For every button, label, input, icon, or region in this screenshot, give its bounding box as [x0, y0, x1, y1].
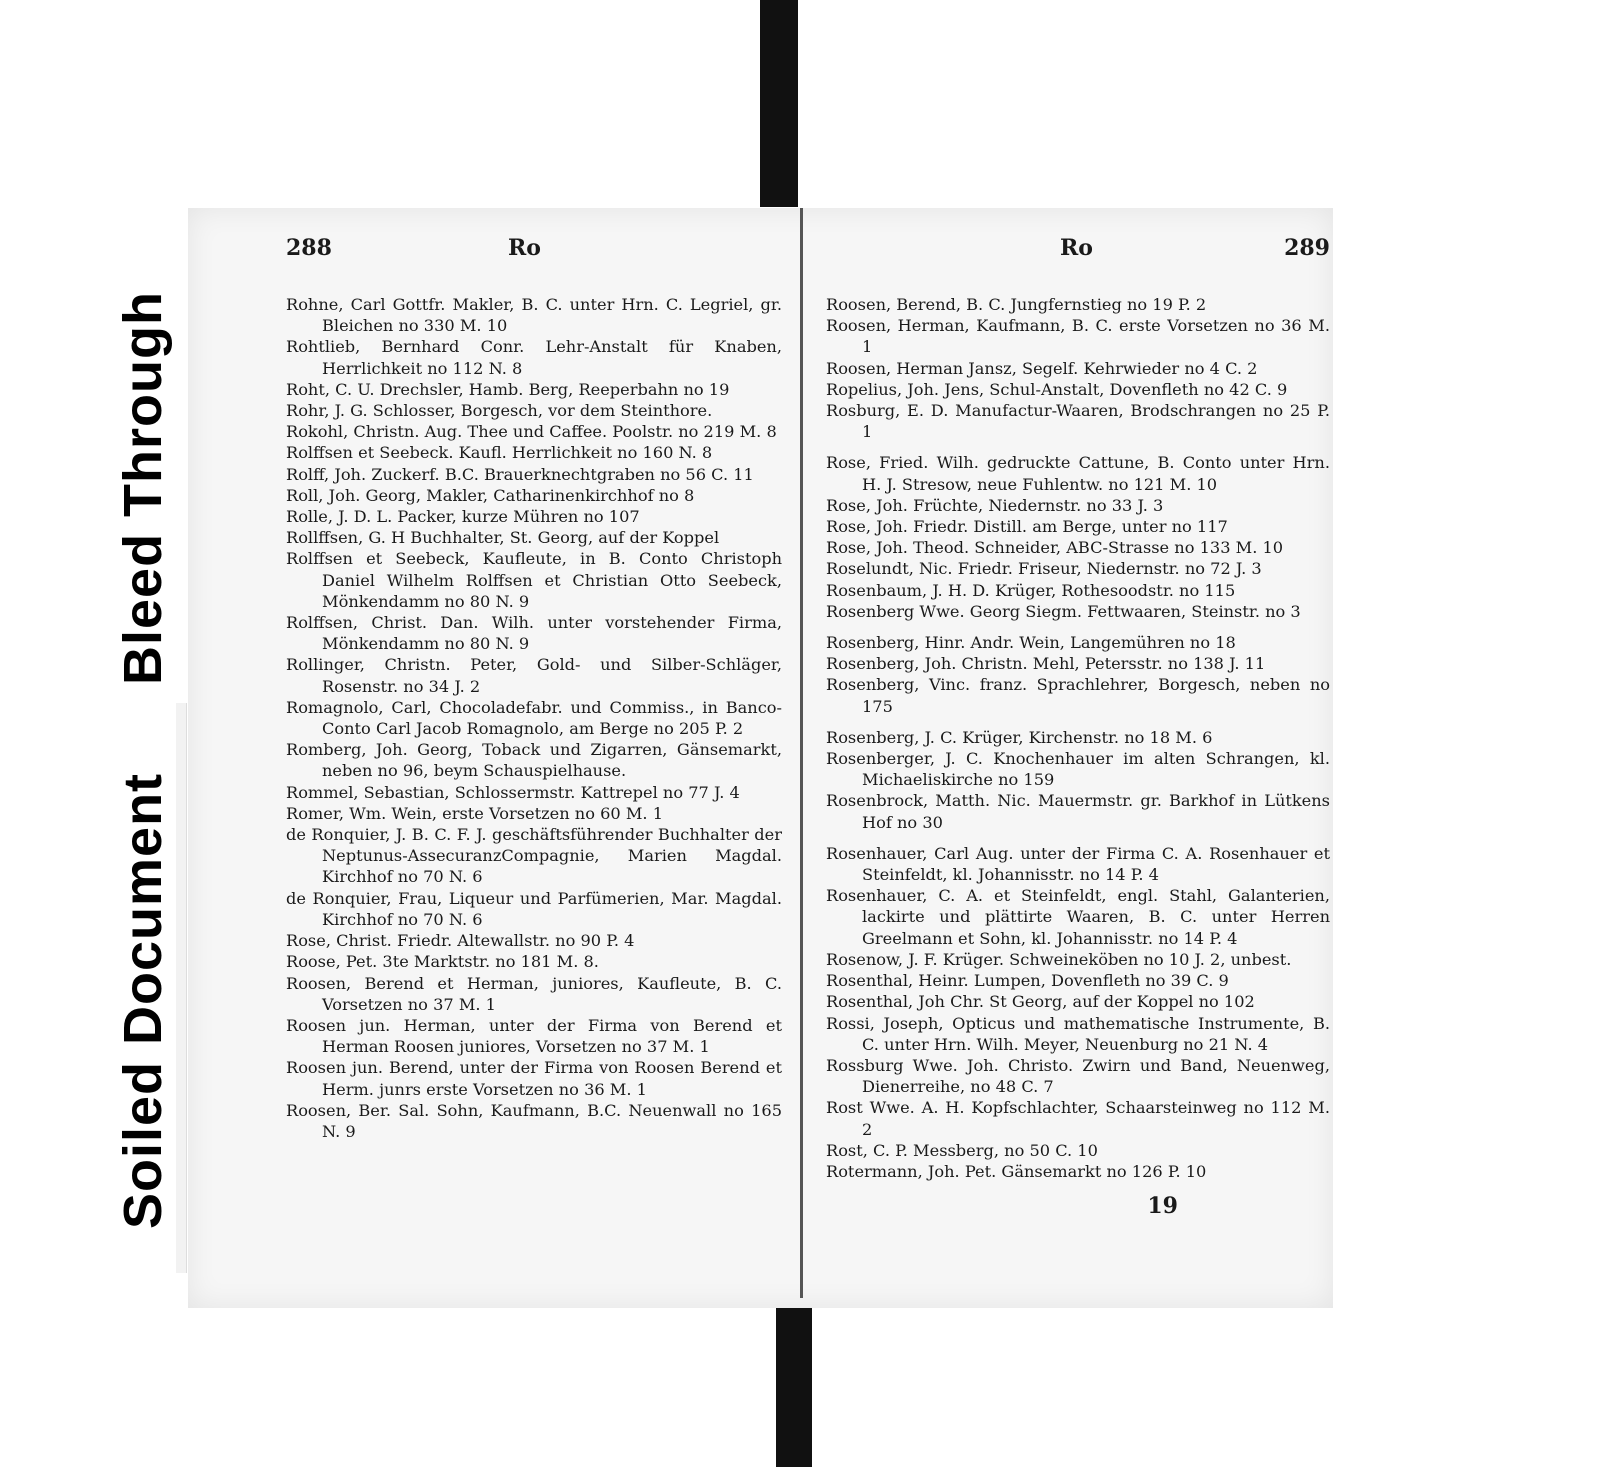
directory-entry: Rosenhauer, Carl Aug. unter der Firma C. A. Rosenhauer et Steinfeldt, kl. Johannisstr. no 14 P. 4 — [826, 843, 1330, 885]
scan-quality-label — [100, 268, 186, 1278]
entry-list — [826, 294, 1330, 1182]
page-number: 289 — [1284, 235, 1330, 261]
directory-entry: Roosen jun. Herman, unter der Firma von Berend et Herman Roosen juniores, Vorsetzen no 37 M. 1 — [286, 1015, 782, 1057]
directory-entry: Rolff, Joh. Zuckerf. B.C. Brauerknechtgraben no 56 C. 11 — [286, 464, 754, 484]
directory-entry: Roose, Pet. 3te Marktstr. no 181 M. 8. — [286, 952, 599, 972]
directory-entry: de Ronquier, Frau, Liqueur und Parfümerien, Mar. Magdal. Kirchhof no 70 N. 6 — [286, 888, 782, 929]
directory-entry: Rosenberg Wwe. Georg Siegm. Fettwaaren, Steinstr. no 3 — [826, 601, 1301, 621]
directory-entry: Rohr, J. G. Schlosser, Borgesch, vor dem Steinthore. — [286, 401, 713, 421]
directory-entry: Rosenow, J. F. Krüger. Schweineköben no 10 J. 2, unbest. — [826, 949, 1292, 969]
page-number: 288 — [286, 235, 332, 261]
directory-entry: Roselundt, Nic. Friedr. Friseur, Niedernstr. no 72 J. 3 — [826, 559, 1262, 579]
running-head: Ro — [1060, 235, 1093, 261]
directory-entry: Rost, C. P. Messberg, no 50 C. 10 — [826, 1140, 1098, 1160]
directory-entry: Roosen, Berend et Herman, juniores, Kaufleute, B. C. Vorsetzen no 37 M. 1 — [286, 973, 782, 1014]
directory-entry: Rosenberg, Joh. Christn. Mehl, Petersstr. no 138 J. 11 — [826, 654, 1266, 674]
running-head: Ro — [508, 235, 541, 261]
directory-entry: Rohne, Carl Gottfr. Makler, B. C. unter Hrn. C. Legriel, gr. Bleichen no 330 M. 10 — [286, 295, 782, 336]
directory-entry: Roosen, Herman Jansz, Segelf. Kehrwieder no 4 C. 2 — [826, 358, 1258, 378]
directory-entry: Rolffsen et Seebeck, Kaufleute, in B. Conto Christoph Daniel Wilhelm Rolffsen et Christian Otto Seebeck, Mönkendamm no 80 N. 9 — [286, 549, 782, 611]
directory-entry: Rosenthal, Heinr. Lumpen, Dovenfleth no 39 C. 9 — [826, 971, 1229, 991]
directory-entry: Rollffsen, G. H Buchhalter, St. Georg, auf der Koppel — [286, 528, 720, 548]
directory-entry: Rosburg, E. D. Manufactur-Waaren, Brodschrangen no 25 P. 1 — [826, 401, 1330, 442]
directory-entry: Rose, Christ. Friedr. Altewallstr. no 90 P. 4 — [286, 931, 635, 951]
directory-entry: Roosen jun. Berend, unter der Firma von Roosen Berend et Herm. junrs erste Vorsetzen no 36 M. 1 — [286, 1058, 782, 1099]
directory-entry: Rosenberg, J. C. Krüger, Kirchenstr. no 18 M. 6 — [826, 727, 1213, 747]
directory-entry: Rosenberg, Hinr. Andr. Wein, Langemühren no 18 — [826, 633, 1236, 653]
directory-entry: Ropelius, Joh. Jens, Schul-Anstalt, Dovenfleth no 42 C. 9 — [826, 379, 1288, 399]
directory-entry: Rose, Joh. Theod. Schneider, ABC-Strasse no 133 M. 10 — [826, 538, 1284, 558]
directory-entry: Rommel, Sebastian, Schlossermstr. Kattrepel no 77 J. 4 — [286, 782, 740, 802]
directory-entry: Rosenbrock, Matth. Nic. Mauermstr. gr. Barkhof in Lütkens Hof no 30 — [826, 791, 1330, 832]
directory-entry: Rose, Joh. Früchte, Niedernstr. no 33 J. 3 — [826, 495, 1164, 515]
binding-bar-bottom — [776, 1298, 812, 1467]
directory-entry: de Ronquier, J. B. C. F. J. geschäftsführender Buchhalter der Neptunus-AssecuranzCompagnie, Marien Magdal. Kirchhof no 70 N. 6 — [286, 825, 782, 887]
directory-entry: Rose, Joh. Friedr. Distill. am Berge, unter no 117 — [826, 517, 1228, 537]
directory-entry: Rolffsen, Christ. Dan. Wilh. unter vorstehender Firma, Mönkendamm no 80 N. 9 — [286, 613, 782, 654]
left-page — [286, 232, 782, 1142]
entry-list — [286, 294, 782, 1142]
directory-entry: Rosenberg, Vinc. franz. Sprachlehrer, Borgesch, neben no 175 — [826, 675, 1330, 716]
left-page-header — [286, 232, 782, 268]
directory-entry: Roosen, Herman, Kaufmann, B. C. erste Vorsetzen no 36 M. 1 — [826, 316, 1330, 357]
label-soiled-document: Soiled Document — [113, 772, 173, 1229]
directory-entry: Rose, Fried. Wilh. gedruckte Cattune, B. Conto unter Hrn. H. J. Stresow, neue Fuhlentw. no 121 M. 10 — [826, 453, 1330, 494]
directory-entry: Romer, Wm. Wein, erste Vorsetzen no 60 M. 1 — [286, 803, 664, 823]
directory-entry: Rolffsen et Seebeck. Kaufl. Herrlichkeit no 160 N. 8 — [286, 443, 713, 463]
directory-entry: Roll, Joh. Georg, Makler, Catharinenkirchhof no 8 — [286, 485, 695, 505]
directory-entry: Rollinger, Christn. Peter, Gold- und Silber-Schläger, Rosenstr. no 34 J. 2 — [286, 655, 782, 696]
directory-entry: Rossburg Wwe. Joh. Christo. Zwirn und Band, Neuenweg, Dienerreihe, no 48 C. 7 — [826, 1055, 1330, 1097]
right-page — [826, 232, 1330, 1220]
directory-entry: Roht, C. U. Drechsler, Hamb. Berg, Reeperbahn no 19 — [286, 379, 730, 399]
directory-entry: Rost Wwe. A. H. Kopfschlachter, Schaarsteinweg no 112 M. 2 — [826, 1098, 1330, 1139]
directory-entry: Romagnolo, Carl, Chocoladefabr. und Commiss., in Banco-Conto Carl Jacob Romagnolo, am Berge no 205 P. 2 — [286, 697, 782, 739]
directory-entry: Rosenbaum, J. H. D. Krüger, Rothesoodstr. no 115 — [826, 580, 1236, 600]
directory-entry: Rotermann, Joh. Pet. Gänsemarkt no 126 P. 10 — [826, 1161, 1207, 1181]
book-gutter — [800, 208, 803, 1298]
directory-entry: Rosenhauer, C. A. et Steinfeldt, engl. Stahl, Galanterien, lackirte und plättirte Waaren, B. C. unter Herren Greelmann et Sohn, kl. Johannisstr. no 14 P. 4 — [826, 886, 1330, 948]
directory-entry: Rolle, J. D. L. Packer, kurze Mühren no 107 — [286, 507, 640, 527]
right-page-header — [826, 232, 1330, 268]
directory-entry: Rokohl, Christn. Aug. Thee und Caffee. Poolstr. no 219 M. 8 — [286, 422, 777, 442]
label-tab — [176, 703, 187, 1273]
directory-entry: Rossi, Joseph, Opticus und mathematische Instrumente, B. C. unter Hrn. Wilh. Meyer, Neuenburg no 21 N. 4 — [826, 1013, 1330, 1054]
directory-entry: Roosen, Berend, B. C. Jungfernstieg no 19 P. 2 — [826, 295, 1207, 314]
directory-entry: Rohtlieb, Bernhard Conr. Lehr-Anstalt für Knaben, Herrlichkeit no 112 N. 8 — [286, 337, 782, 378]
binding-bar-top — [760, 0, 798, 207]
signature-mark: 19 — [1147, 1193, 1178, 1220]
directory-entry: Roosen, Ber. Sal. Sohn, Kaufmann, B.C. Neuenwall no 165 N. 9 — [286, 1100, 782, 1141]
directory-entry: Romberg, Joh. Georg, Toback und Zigarren, Gänsemarkt, neben no 96, beym Schauspielhause. — [286, 740, 782, 781]
label-bleed-through: Bleed Through — [113, 291, 173, 685]
directory-entry: Rosenberger, J. C. Knochenhauer im alten Schrangen, kl. Michaeliskirche no 159 — [826, 749, 1330, 790]
directory-entry: Rosenthal, Joh Chr. St Georg, auf der Koppel no 102 — [826, 992, 1255, 1012]
